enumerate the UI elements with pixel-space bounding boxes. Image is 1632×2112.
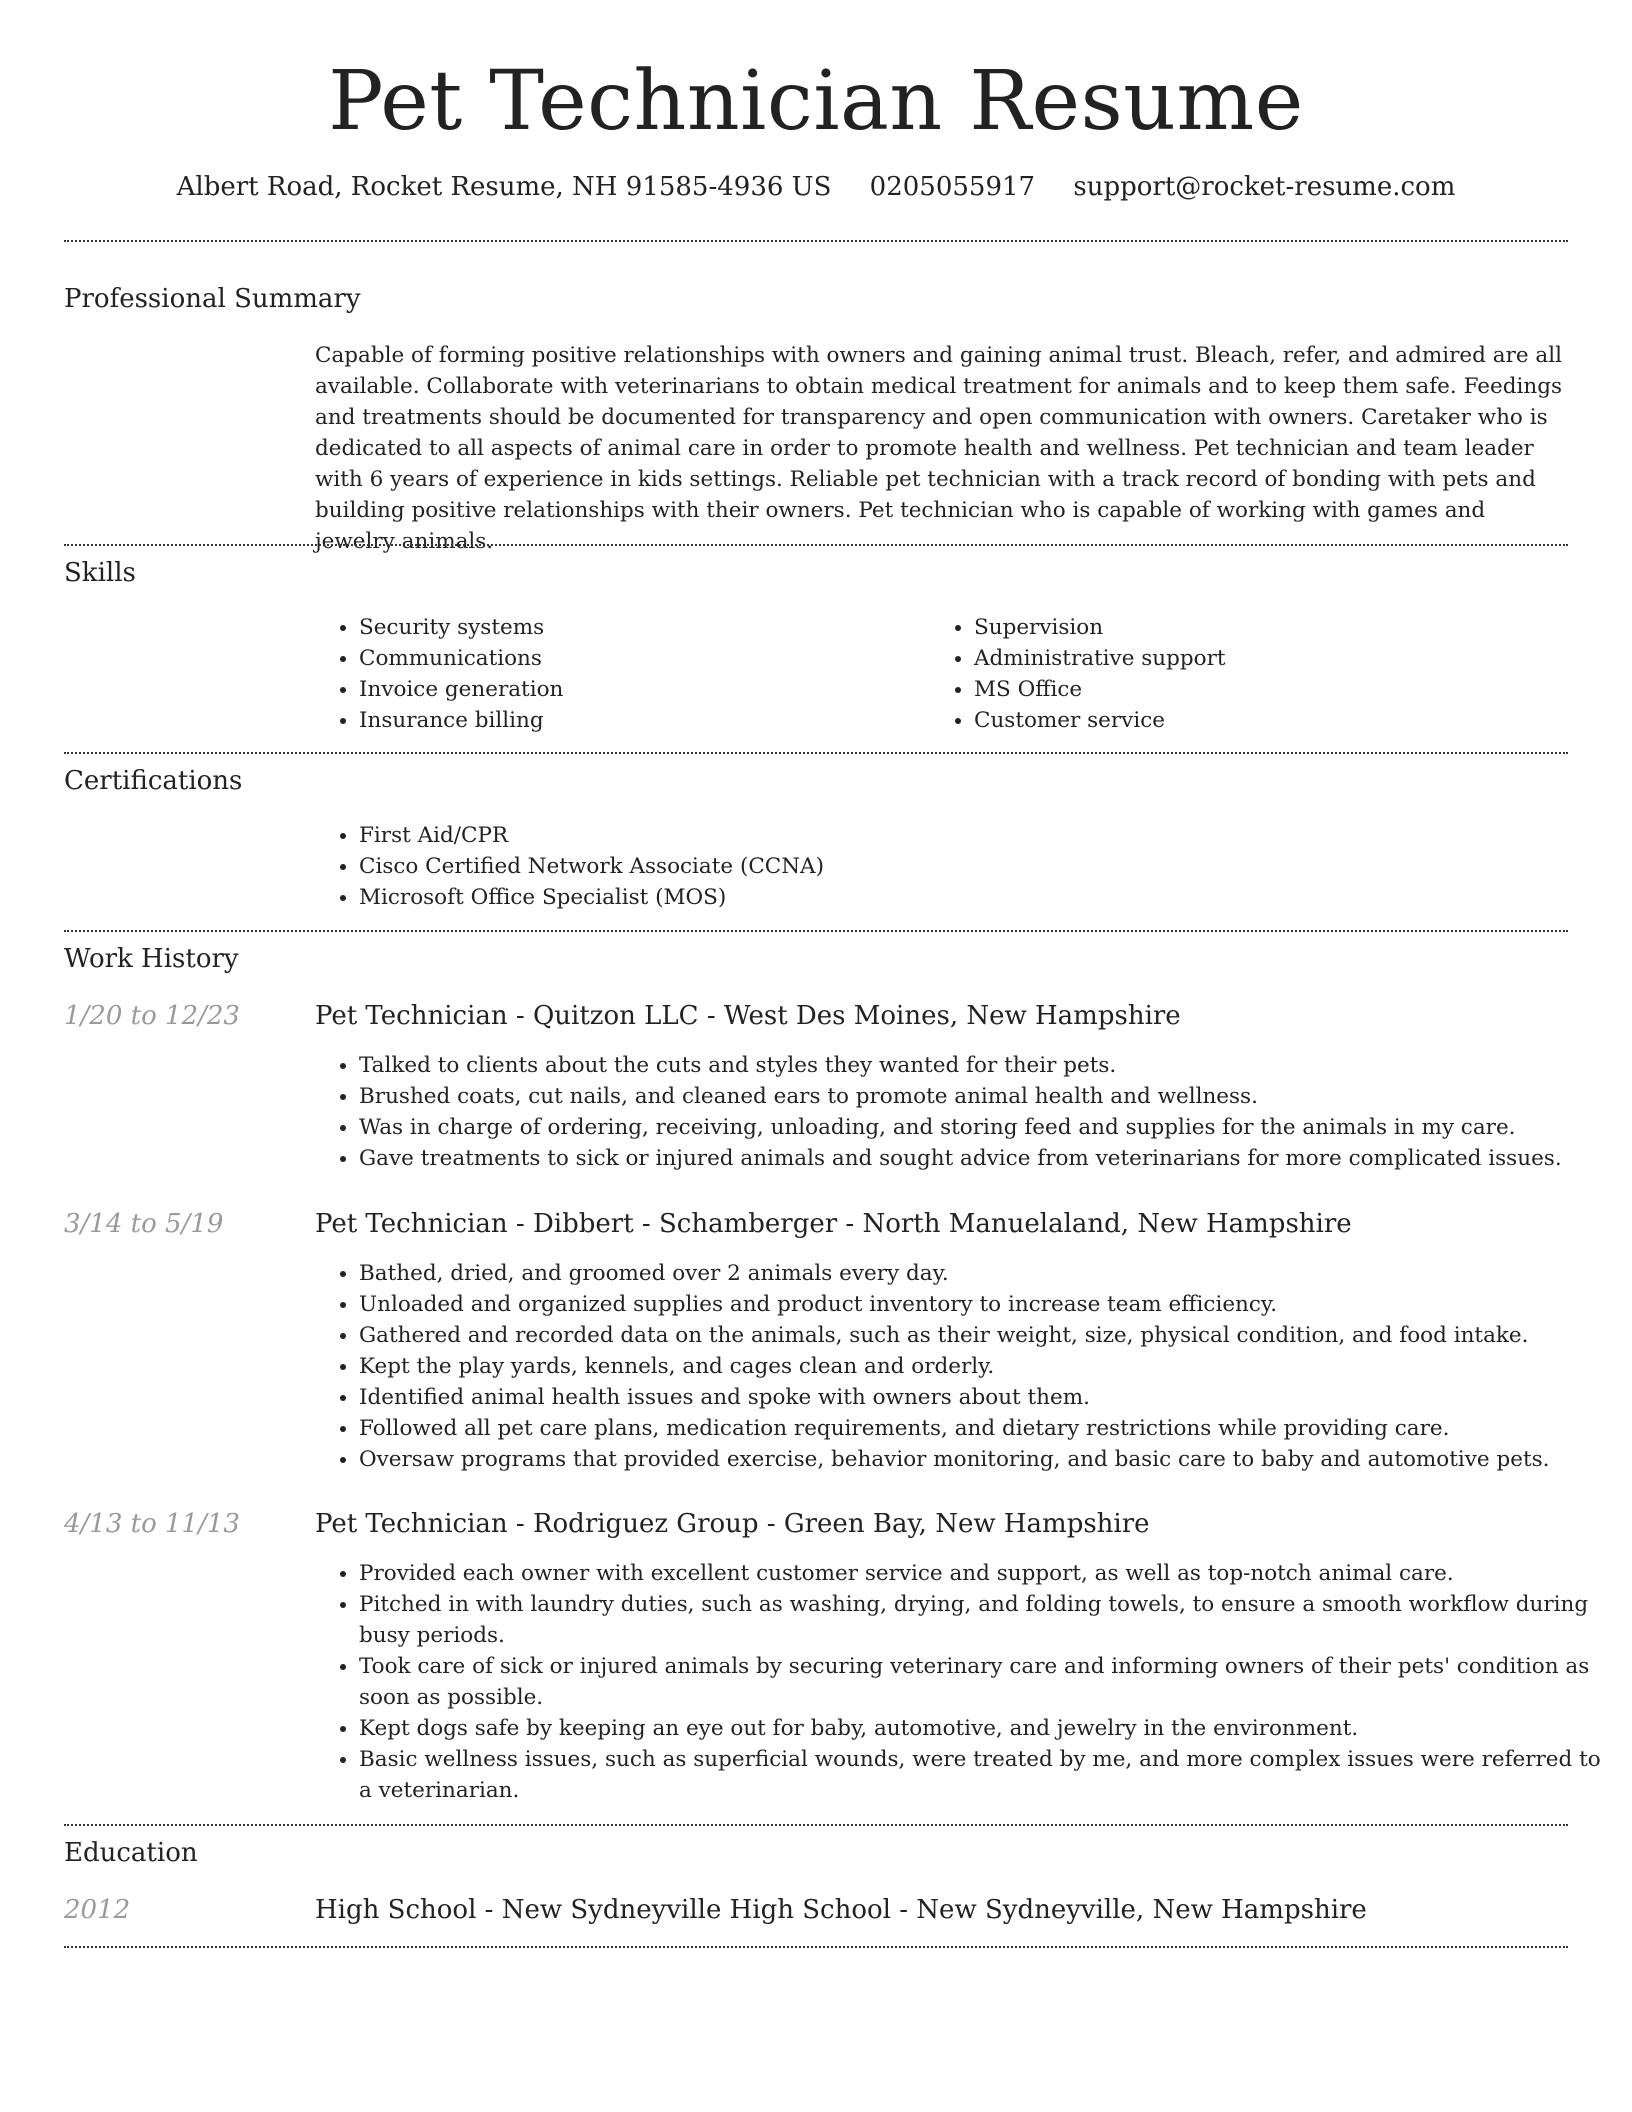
job-title: Pet Technician - Rodriguez Group - Green Bay, New Hampshire <box>315 1509 1150 1539</box>
list-item: • Talked to clients about the cuts and styles they wanted for their pets. <box>359 1050 1615 1081</box>
contact-email: support@rocket-resume.com <box>1073 172 1456 202</box>
section-title-skills: Skills <box>64 558 136 588</box>
list-item: • Administrative support <box>974 643 1574 674</box>
list-item: • Customer service <box>974 705 1574 736</box>
education-entry: High School - New Sydneyville High School - New Sydneyville, New Hampshire <box>315 1895 1367 1925</box>
job-title: Pet Technician - Dibbert - Schamberger - North Manuelaland, New Hampshire <box>315 1209 1352 1239</box>
job-dates: 3/14 to 5/19 <box>64 1209 224 1239</box>
list-item: • Invoice generation <box>359 674 919 705</box>
list-item: • Bathed, dried, and groomed over 2 animals every day. <box>359 1258 1615 1289</box>
list-item: • Security systems <box>359 612 919 643</box>
skills-list-right <box>930 612 1574 736</box>
skills-list-left <box>315 612 919 736</box>
list-item: • MS Office <box>974 674 1574 705</box>
section-title-work-history: Work History <box>64 944 239 974</box>
list-item: • Pitched in with laundry duties, such as washing, drying, and folding towels, to ensure a smooth workflow during busy periods. <box>359 1589 1615 1651</box>
job-bullets <box>315 1558 1615 1806</box>
list-item: • Insurance billing <box>359 705 919 736</box>
section-title-education: Education <box>64 1838 198 1868</box>
job-bullets <box>315 1050 1615 1174</box>
job-title: Pet Technician - Quitzon LLC - West Des Moines, New Hampshire <box>315 1001 1181 1031</box>
certifications-list <box>315 820 1559 913</box>
contact-phone: 0205055917 <box>869 172 1036 202</box>
list-item: • Provided each owner with excellent customer service and support, as well as top-notch animal care. <box>359 1558 1615 1589</box>
divider <box>64 930 1568 932</box>
education-year: 2012 <box>64 1895 131 1925</box>
list-item: • Brushed coats, cut nails, and cleaned ears to promote animal health and wellness. <box>359 1081 1615 1112</box>
job-dates: 4/13 to 11/13 <box>64 1509 240 1539</box>
divider <box>64 1946 1568 1948</box>
section-title-certifications: Certifications <box>64 766 243 796</box>
list-item: • Was in charge of ordering, receiving, unloading, and storing feed and supplies for the animals in my care. <box>359 1112 1615 1143</box>
list-item: • Kept dogs safe by keeping an eye out for baby, automotive, and jewelry in the environment. <box>359 1713 1615 1744</box>
list-item: • Oversaw programs that provided exercise, behavior monitoring, and basic care to baby and automotive pets. <box>359 1444 1615 1475</box>
section-title-summary: Professional Summary <box>64 284 361 314</box>
job-dates: 1/20 to 12/23 <box>64 1001 240 1031</box>
job-bullets <box>315 1258 1615 1475</box>
list-item: • Unloaded and organized supplies and product inventory to increase team efficiency. <box>359 1289 1615 1320</box>
divider <box>64 752 1568 754</box>
divider <box>64 1824 1568 1826</box>
list-item: • Gave treatments to sick or injured animals and sought advice from veterinarians for more complicated issues. <box>359 1143 1615 1174</box>
divider <box>64 544 1568 546</box>
list-item: • Took care of sick or injured animals by securing veterinary care and informing owners of their pets' condition as soon as possible. <box>359 1651 1615 1713</box>
summary-text: Capable of forming positive relationships with owners and gaining animal trust. Bleach, refer, and admired are all available. Collaborate with veterinarians to obtain medical treatment for animals and to keep them safe. Feedings and treatments should be documented for transparency and open communication with owners. Caretaker who is dedicated to all aspects of animal care in order to promote health and wellness. Pet technician and team leader with 6 years of experience in kids settings. Reliable pet technician with a track record of bonding with pets and building positive relationships with their owners. Pet technician who is capable of working with games and jewelry animals. <box>315 343 1563 554</box>
contact-address: Albert Road, Rocket Resume, NH 91585-4936 US <box>176 172 832 202</box>
list-item: • Basic wellness issues, such as superficial wounds, were treated by me, and more complex issues were referred to a veterinarian. <box>359 1744 1615 1806</box>
list-item: • First Aid/CPR <box>359 820 1559 851</box>
list-item: • Followed all pet care plans, medication requirements, and dietary restrictions while providing care. <box>359 1413 1615 1444</box>
page-title: Pet Technician Resume <box>328 54 1304 149</box>
list-item: • Cisco Certified Network Associate (CCNA) <box>359 851 1559 882</box>
list-item: • Gathered and recorded data on the animals, such as their weight, size, physical condition, and food intake. <box>359 1320 1615 1351</box>
list-item: • Identified animal health issues and spoke with owners about them. <box>359 1382 1615 1413</box>
list-item: • Kept the play yards, kennels, and cages clean and orderly. <box>359 1351 1615 1382</box>
list-item: • Supervision <box>974 612 1574 643</box>
list-item: • Communications <box>359 643 919 674</box>
divider <box>64 240 1568 242</box>
contact-line <box>0 170 1632 204</box>
list-item: • Microsoft Office Specialist (MOS) <box>359 882 1559 913</box>
